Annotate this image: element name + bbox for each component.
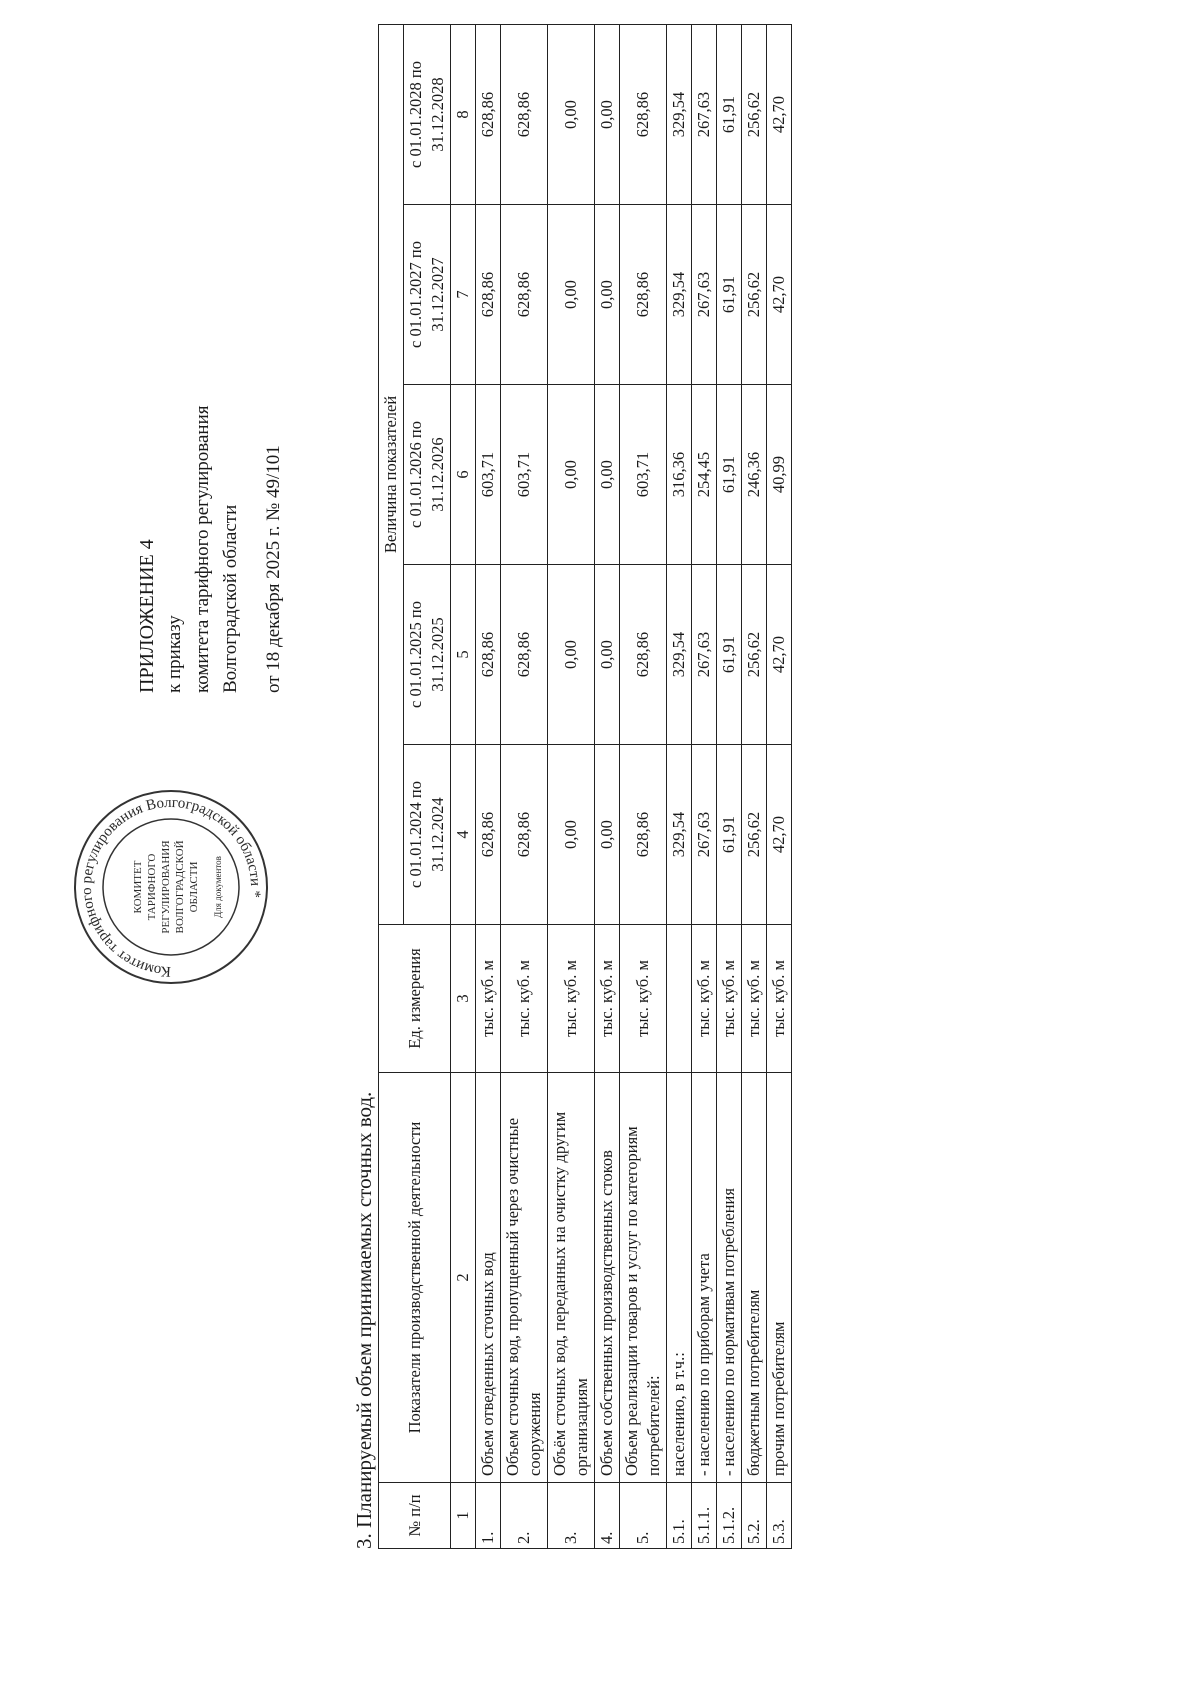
- table-row: [692, 25, 717, 1549]
- row-value: 267,63: [692, 745, 717, 925]
- row-value: 61,91: [717, 745, 742, 925]
- row-value: 0,00: [595, 205, 620, 385]
- table-header-row: [379, 25, 404, 1549]
- row-value: 603,71: [501, 385, 548, 565]
- table-row: [667, 25, 692, 1549]
- row-value: 628,86: [476, 25, 501, 205]
- wastewater-volume-table: [378, 24, 792, 1549]
- row-value: 61,91: [717, 25, 742, 205]
- header-period: с 01.01.2024 по 31.12.2024: [404, 745, 451, 925]
- row-value: 329,54: [667, 745, 692, 925]
- column-number: 3: [451, 925, 476, 1073]
- seal-center-text: КОМИТЕТ ТАРИФНОГО РЕГУЛИРОВАНИЯ ВОЛГОГРАДСКОЙ ОБЛАСТИ: [132, 840, 200, 934]
- row-unit: тыс. куб. м: [767, 925, 792, 1073]
- row-unit: тыс. куб. м: [717, 925, 742, 1073]
- row-number: 5.2.: [742, 1483, 767, 1549]
- row-value: 628,86: [476, 205, 501, 385]
- row-unit: тыс. куб. м: [501, 925, 548, 1073]
- header-period: с 01.01.2025 по 31.12.2025: [404, 565, 451, 745]
- row-value: 628,86: [620, 205, 667, 385]
- column-number: 8: [451, 25, 476, 205]
- row-value: 628,86: [501, 205, 548, 385]
- header-indicator: Показатели производственной деятельности: [379, 1073, 451, 1483]
- table-row: [548, 25, 595, 1549]
- row-number: 5.1.: [667, 1483, 692, 1549]
- column-number: 4: [451, 745, 476, 925]
- row-indicator: Объем реализации товаров и услуг по категориям потребителей:: [620, 1073, 667, 1483]
- row-value: 42,70: [767, 205, 792, 385]
- row-value: 267,63: [692, 565, 717, 745]
- row-value: 61,91: [717, 205, 742, 385]
- table-row: [476, 25, 501, 1549]
- row-value: 628,86: [476, 745, 501, 925]
- row-number: 5.1.1.: [692, 1483, 717, 1549]
- row-value: 254,45: [692, 385, 717, 565]
- row-unit: тыс. куб. м: [620, 925, 667, 1073]
- row-value: 0,00: [595, 565, 620, 745]
- header-unit: Ед. измерения: [379, 925, 451, 1073]
- column-number: 6: [451, 385, 476, 565]
- row-unit: тыс. куб. м: [548, 925, 595, 1073]
- row-value: 628,86: [501, 565, 548, 745]
- row-number: 4.: [595, 1483, 620, 1549]
- table-column-number-row: [451, 25, 476, 1549]
- row-value: 628,86: [620, 25, 667, 205]
- row-value: 0,00: [548, 385, 595, 565]
- row-value: 0,00: [548, 565, 595, 745]
- row-value: 628,86: [620, 565, 667, 745]
- table-body: [476, 25, 792, 1549]
- row-value: 603,71: [476, 385, 501, 565]
- header-period: с 01.01.2027 по 31.12.2027: [404, 205, 451, 385]
- row-indicator: - населению по приборам учета: [692, 1073, 717, 1483]
- official-seal-stamp: [71, 787, 271, 987]
- seal-ring-text: Комитет тарифного регулирования Волгоградской области *: [78, 794, 264, 980]
- row-value: 329,54: [667, 565, 692, 745]
- row-value: 628,86: [476, 565, 501, 745]
- row-value: 40,99: [767, 385, 792, 565]
- column-number: 5: [451, 565, 476, 745]
- table-row: [717, 25, 742, 1549]
- row-indicator: Объем отведенных сточных вод: [476, 1073, 501, 1483]
- row-value: 0,00: [548, 745, 595, 925]
- row-value: 61,91: [717, 385, 742, 565]
- row-value: 0,00: [595, 745, 620, 925]
- appendix-title: ПРИЛОЖЕНИЕ 4: [136, 539, 158, 693]
- row-number: 2.: [501, 1483, 548, 1549]
- row-value: 628,86: [620, 745, 667, 925]
- row-unit: тыс. куб. м: [476, 925, 501, 1073]
- row-unit: тыс. куб. м: [595, 925, 620, 1073]
- row-value: 42,70: [767, 745, 792, 925]
- row-indicator: населению, в т.ч.:: [667, 1073, 692, 1483]
- row-number: 3.: [548, 1483, 595, 1549]
- row-value: 0,00: [548, 25, 595, 205]
- row-value: 0,00: [595, 25, 620, 205]
- column-number: 7: [451, 205, 476, 385]
- row-indicator: - населению по нормативам потребления: [717, 1073, 742, 1483]
- row-value: 329,54: [667, 205, 692, 385]
- row-number: 5.: [620, 1483, 667, 1549]
- row-number: 1.: [476, 1483, 501, 1549]
- row-indicator: Объём сточных вод, переданных на очистку другим организациям: [548, 1073, 595, 1483]
- table-row: [595, 25, 620, 1549]
- row-value: 316,36: [667, 385, 692, 565]
- row-value: 42,70: [767, 25, 792, 205]
- row-value: 0,00: [595, 385, 620, 565]
- row-value: 267,63: [692, 205, 717, 385]
- row-value: 0,00: [548, 205, 595, 385]
- row-value: 267,63: [692, 25, 717, 205]
- row-indicator: Объем сточных вод, пропущенный через очистные сооружения: [501, 1073, 548, 1483]
- row-unit: тыс. куб. м: [742, 925, 767, 1073]
- row-value: 256,62: [742, 205, 767, 385]
- row-value: 42,70: [767, 565, 792, 745]
- row-value: 329,54: [667, 25, 692, 205]
- row-unit: [667, 925, 692, 1073]
- row-value: 246,36: [742, 385, 767, 565]
- row-value: 256,62: [742, 25, 767, 205]
- row-number: 5.1.2.: [717, 1483, 742, 1549]
- table-row: [742, 25, 767, 1549]
- issuer-region: Волгоградской области: [220, 504, 241, 693]
- header-no: № п/п: [379, 1483, 451, 1549]
- seal-graphic: [71, 787, 271, 987]
- column-number: 1: [451, 1483, 476, 1549]
- row-value: 256,62: [742, 745, 767, 925]
- table-row: [620, 25, 667, 1549]
- order-reference: к приказу: [164, 615, 185, 693]
- row-unit: тыс. куб. м: [692, 925, 717, 1073]
- issuer-name: комитета тарифного регулирования: [192, 405, 213, 693]
- header-period: с 01.01.2026 по 31.12.2026: [404, 385, 451, 565]
- column-number: 2: [451, 1073, 476, 1483]
- row-value: 256,62: [742, 565, 767, 745]
- section-title: 3. Планируемый объем принимаемых сточных вод.: [352, 1091, 376, 1549]
- table-row: [767, 25, 792, 1549]
- row-indicator: Объем собственных производственных стоков: [595, 1073, 620, 1483]
- order-date-number: от 18 декабря 2025 г. № 49/101: [263, 445, 284, 693]
- row-indicator: бюджетным потребителям: [742, 1073, 767, 1483]
- row-value: 603,71: [620, 385, 667, 565]
- row-value: 61,91: [717, 565, 742, 745]
- table-row: [501, 25, 548, 1549]
- row-value: 628,86: [501, 745, 548, 925]
- header-period: с 01.01.2028 по 31.12.2028: [404, 25, 451, 205]
- header-values-group: Величина показателей: [379, 25, 404, 925]
- row-number: 5.3.: [767, 1483, 792, 1549]
- row-value: 628,86: [501, 25, 548, 205]
- row-indicator: прочим потребителям: [767, 1073, 792, 1483]
- seal-small-text: Для документов: [213, 856, 223, 918]
